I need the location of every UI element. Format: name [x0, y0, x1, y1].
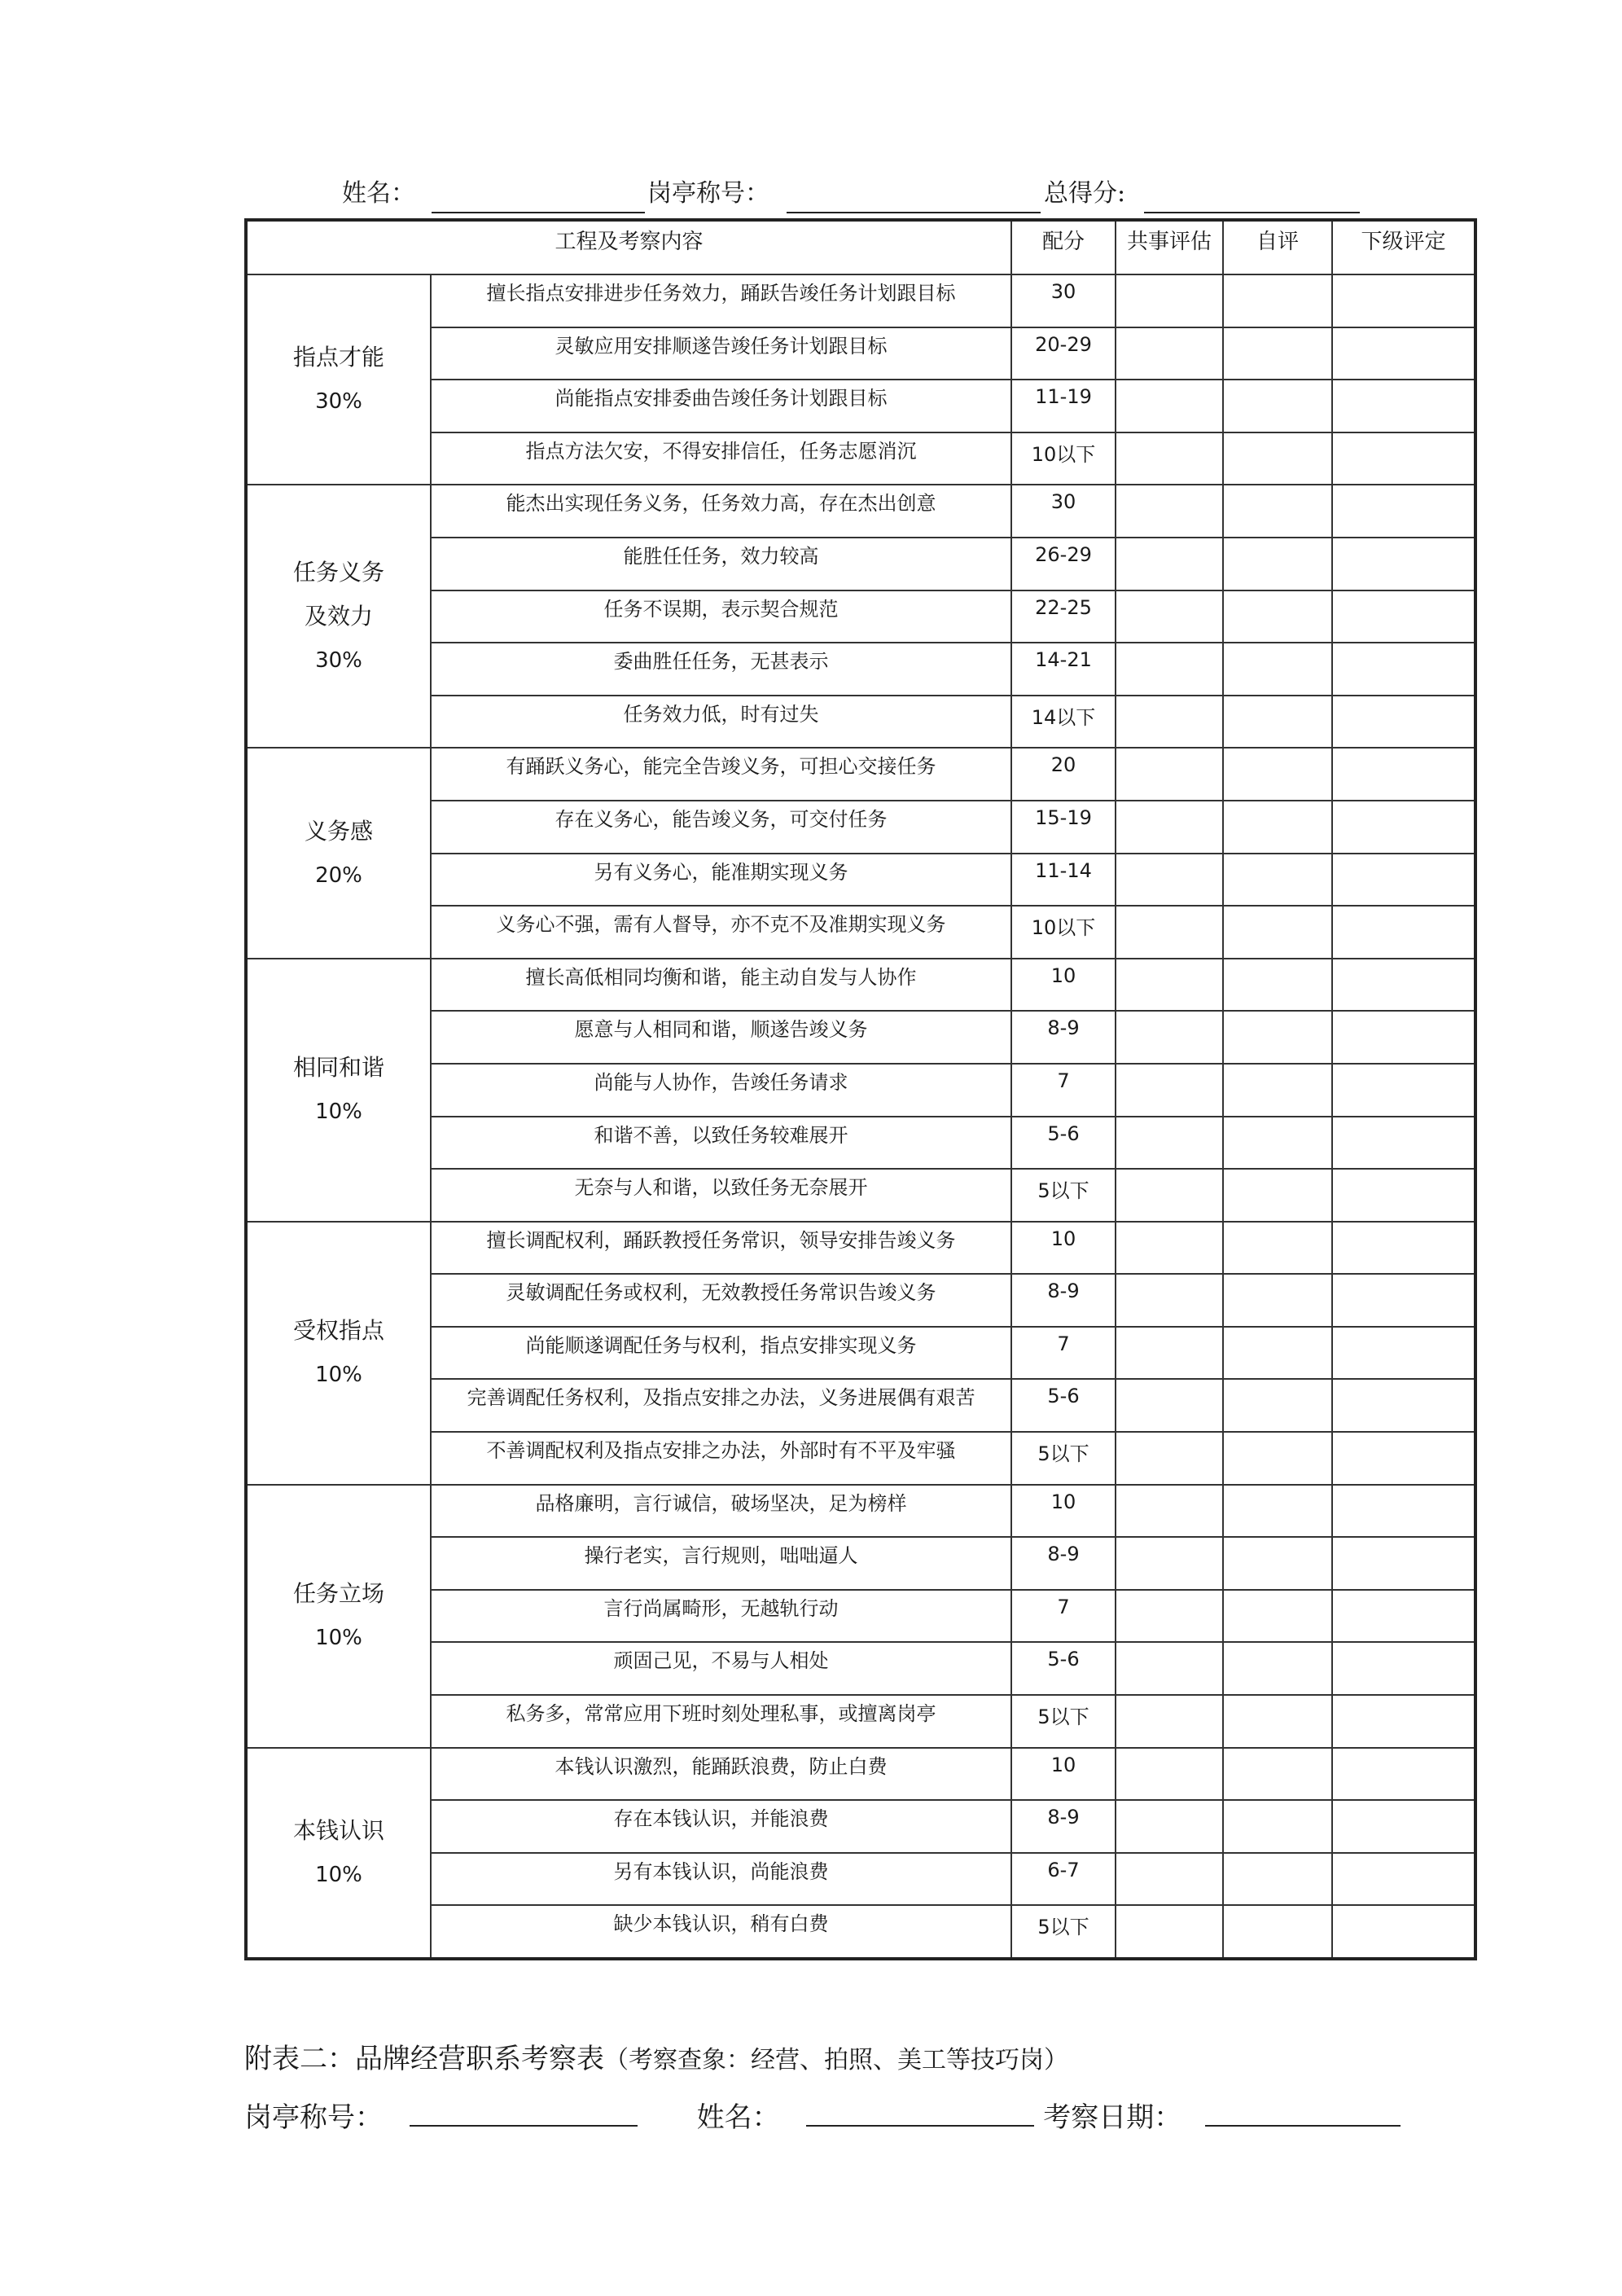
self-eval-cell[interactable]: [1223, 1905, 1332, 1959]
self-eval-cell[interactable]: [1223, 1011, 1332, 1064]
peer-eval-cell[interactable]: [1116, 854, 1223, 907]
category-cell: [246, 274, 431, 485]
score-range: 30: [1011, 485, 1116, 538]
criteria-description: 另有本钱认识，尚能浪费: [431, 1853, 1011, 1906]
peer-eval-cell[interactable]: [1116, 590, 1223, 643]
score-range: 5-6: [1011, 1117, 1116, 1170]
self-eval-cell[interactable]: [1223, 1274, 1332, 1327]
category-name: 义务感: [304, 817, 373, 845]
table-row: [246, 1274, 1475, 1327]
criteria-description: 擅长高低相同均衡和谐，能主动自发与人协作: [431, 959, 1011, 1012]
column-header-item: 工程及考察内容: [246, 220, 1011, 274]
category-cell: [246, 1485, 431, 1748]
form-header: [342, 171, 1360, 217]
category-name: 本钱认识: [292, 1816, 384, 1844]
self-eval-cell[interactable]: [1223, 538, 1332, 590]
table-row: [246, 906, 1475, 959]
footer-name-label: 姓名：: [696, 2101, 780, 2134]
criteria-description: 擅长指点安排进步任务效力，踊跃告竣任务计划跟目标: [431, 274, 1011, 327]
subordinate-eval-cell[interactable]: [1332, 1169, 1475, 1222]
score-range: 10以下: [1011, 906, 1116, 959]
criteria-description: 本钱认识激烈，能踊跃浪费，防止白费: [431, 1748, 1011, 1801]
self-eval-cell[interactable]: [1223, 1485, 1332, 1538]
category-name: 受权指点: [292, 1317, 384, 1345]
score-range: 14以下: [1011, 696, 1116, 749]
post-label: 岗亭称号：: [647, 179, 769, 208]
score-range: 10: [1011, 1748, 1116, 1801]
peer-eval-cell[interactable]: [1116, 1064, 1223, 1117]
subordinate-eval-cell[interactable]: [1332, 432, 1475, 485]
score-range: 6-7: [1011, 1853, 1116, 1906]
table-row: [246, 1064, 1475, 1117]
score-range: 5以下: [1011, 1695, 1116, 1748]
subordinate-eval-cell[interactable]: [1332, 380, 1475, 432]
peer-eval-cell[interactable]: [1116, 1748, 1223, 1801]
self-eval-cell[interactable]: [1223, 1169, 1332, 1222]
self-eval-cell[interactable]: [1223, 1222, 1332, 1275]
table-row: [246, 1222, 1475, 1275]
table-row: [246, 1748, 1475, 1801]
score-range: 10: [1011, 1485, 1116, 1538]
footer-date-field-line[interactable]: [1205, 2101, 1401, 2127]
subordinate-eval-cell[interactable]: [1332, 801, 1475, 854]
score-range: 8-9: [1011, 1274, 1116, 1327]
peer-eval-cell[interactable]: [1116, 1169, 1223, 1222]
self-eval-cell[interactable]: [1223, 643, 1332, 696]
subordinate-eval-cell[interactable]: [1332, 854, 1475, 907]
peer-eval-cell[interactable]: [1116, 1800, 1223, 1853]
criteria-description: 品格廉明，言行诚信，破场坚决，足为榜样: [431, 1485, 1011, 1538]
total-score-field-line[interactable]: [1144, 212, 1360, 213]
peer-eval-cell[interactable]: [1116, 1905, 1223, 1959]
peer-eval-cell[interactable]: [1116, 1537, 1223, 1590]
peer-eval-cell[interactable]: [1116, 801, 1223, 854]
category-percent: 20%: [315, 863, 362, 888]
column-header-self: 自评: [1223, 220, 1332, 274]
subordinate-eval-cell[interactable]: [1332, 1695, 1475, 1748]
footer-post-field-line[interactable]: [410, 2101, 638, 2127]
criteria-description: 能胜任任务，效力较高: [431, 538, 1011, 590]
criteria-description: 尚能指点安排委曲告竣任务计划跟目标: [431, 380, 1011, 432]
self-eval-cell[interactable]: [1223, 1064, 1332, 1117]
table-row: [246, 538, 1475, 590]
category-name: 及效力: [304, 602, 373, 630]
subordinate-eval-cell[interactable]: [1332, 1485, 1475, 1538]
criteria-description: 存在本钱认识，并能浪费: [431, 1800, 1011, 1853]
self-eval-cell[interactable]: [1223, 380, 1332, 432]
table-row: [246, 1537, 1475, 1590]
criteria-description: 尚能与人协作，告竣任务请求: [431, 1064, 1011, 1117]
criteria-description: 指点方法欠安，不得安排信任，任务志愿消沉: [431, 432, 1011, 485]
subordinate-eval-cell[interactable]: [1332, 274, 1475, 327]
subordinate-eval-cell[interactable]: [1332, 1379, 1475, 1432]
peer-eval-cell[interactable]: [1116, 1011, 1223, 1064]
subordinate-eval-cell[interactable]: [1332, 1011, 1475, 1064]
subordinate-eval-cell[interactable]: [1332, 1905, 1475, 1959]
peer-eval-cell[interactable]: [1116, 748, 1223, 801]
subordinate-eval-cell[interactable]: [1332, 748, 1475, 801]
criteria-description: 完善调配任务权利，及指点安排之办法，义务进展偶有艰苦: [431, 1379, 1011, 1432]
peer-eval-cell[interactable]: [1116, 643, 1223, 696]
peer-eval-cell[interactable]: [1116, 485, 1223, 538]
peer-eval-cell[interactable]: [1116, 274, 1223, 327]
score-range: 7: [1011, 1327, 1116, 1380]
footer-post-label: 岗亭称号：: [244, 2101, 383, 2134]
table-row: [246, 1169, 1475, 1222]
peer-eval-cell[interactable]: [1116, 696, 1223, 749]
table-row: [246, 1853, 1475, 1906]
table-row: [246, 1432, 1475, 1485]
self-eval-cell[interactable]: [1223, 959, 1332, 1012]
score-range: 5以下: [1011, 1905, 1116, 1959]
self-eval-cell[interactable]: [1223, 748, 1332, 801]
score-range: 7: [1011, 1064, 1116, 1117]
evaluation-table: [244, 218, 1477, 1960]
criteria-description: 不善调配权利及指点安排之办法，外部时有不平及牢骚: [431, 1432, 1011, 1485]
self-eval-cell[interactable]: [1223, 1432, 1332, 1485]
subordinate-eval-cell[interactable]: [1332, 1537, 1475, 1590]
self-eval-cell[interactable]: [1223, 485, 1332, 538]
criteria-description: 擅长调配权利，踊跃教授任务常识，领导安排告竣义务: [431, 1222, 1011, 1275]
score-range: 15-19: [1011, 801, 1116, 854]
peer-eval-cell[interactable]: [1116, 1853, 1223, 1906]
self-eval-cell[interactable]: [1223, 274, 1332, 327]
table-row: [246, 643, 1475, 696]
score-range: 5-6: [1011, 1379, 1116, 1432]
table-row: [246, 748, 1475, 801]
criteria-description: 言行尚属畸形，无越轨行动: [431, 1590, 1011, 1643]
criteria-description: 另有义务心，能准期实现义务: [431, 854, 1011, 907]
category-percent: 30%: [315, 648, 362, 673]
table-header-row: [246, 220, 1475, 274]
peer-eval-cell[interactable]: [1116, 432, 1223, 485]
score-range: 11-14: [1011, 854, 1116, 907]
subordinate-eval-cell[interactable]: [1332, 1642, 1475, 1695]
category-cell: [246, 485, 431, 748]
score-range: 22-25: [1011, 590, 1116, 643]
total-score-label: 总得分:: [1044, 179, 1126, 208]
category-cell: [246, 748, 431, 958]
table-row: [246, 327, 1475, 380]
table-row: [246, 1695, 1475, 1748]
criteria-description: 尚能顺遂调配任务与权利，指点安排实现义务: [431, 1327, 1011, 1380]
category-percent: 30%: [315, 389, 362, 415]
table-row: [246, 854, 1475, 907]
score-range: 10: [1011, 959, 1116, 1012]
score-range: 30: [1011, 274, 1116, 327]
footer-subtitle: （考察查象：经营、拍照、美工等技巧岗）: [604, 2046, 1068, 2074]
peer-eval-cell[interactable]: [1116, 1485, 1223, 1538]
column-header-score: 配分: [1011, 220, 1116, 274]
self-eval-cell[interactable]: [1223, 327, 1332, 380]
table-row: [246, 801, 1475, 854]
column-header-subordinate: 下级评定: [1332, 220, 1475, 274]
criteria-description: 无奈与人和谐，以致任务无奈展开: [431, 1169, 1011, 1222]
criteria-description: 愿意与人相同和谐，顺遂告竣义务: [431, 1011, 1011, 1064]
score-range: 14-21: [1011, 643, 1116, 696]
peer-eval-cell[interactable]: [1116, 1117, 1223, 1170]
score-range: 5以下: [1011, 1432, 1116, 1485]
footer-date-label: 考察日期：: [1043, 2101, 1182, 2134]
table-row: [246, 1379, 1475, 1432]
self-eval-cell[interactable]: [1223, 696, 1332, 749]
table-body: [246, 274, 1475, 1959]
peer-eval-cell[interactable]: [1116, 1379, 1223, 1432]
category-percent: 10%: [315, 1862, 362, 1887]
table-row: [246, 432, 1475, 485]
subordinate-eval-cell[interactable]: [1332, 1064, 1475, 1117]
score-range: 8-9: [1011, 1537, 1116, 1590]
score-range: 5-6: [1011, 1642, 1116, 1695]
self-eval-cell[interactable]: [1223, 590, 1332, 643]
criteria-description: 任务效力低，时有过失: [431, 696, 1011, 749]
category-name: 任务义务: [292, 558, 384, 586]
subordinate-eval-cell[interactable]: [1332, 1432, 1475, 1485]
criteria-description: 顽固己见，不易与人相处: [431, 1642, 1011, 1695]
criteria-description: 能杰出实现任务义务，任务效力高，存在杰出创意: [431, 485, 1011, 538]
criteria-description: 和谐不善，以致任务较难展开: [431, 1117, 1011, 1170]
table-row: [246, 1800, 1475, 1853]
score-range: 5以下: [1011, 1169, 1116, 1222]
criteria-description: 缺少本钱认识，稍有白费: [431, 1905, 1011, 1959]
subordinate-eval-cell[interactable]: [1332, 590, 1475, 643]
score-range: 11-19: [1011, 380, 1116, 432]
table-row: [246, 590, 1475, 643]
peer-eval-cell[interactable]: [1116, 1432, 1223, 1485]
subordinate-eval-cell[interactable]: [1332, 1222, 1475, 1275]
peer-eval-cell[interactable]: [1116, 538, 1223, 590]
criteria-description: 有踊跃义务心，能完全告竣义务，可担心交接任务: [431, 748, 1011, 801]
footer-title: 附表二：品牌经营职系考察表: [244, 2043, 604, 2075]
self-eval-cell[interactable]: [1223, 1379, 1332, 1432]
self-eval-cell[interactable]: [1223, 1117, 1332, 1170]
peer-eval-cell[interactable]: [1116, 1327, 1223, 1380]
category-name: 指点才能: [292, 344, 384, 371]
category-percent: 10%: [315, 1626, 362, 1651]
criteria-description: 操行老实，言行规则，咄咄逼人: [431, 1537, 1011, 1590]
subordinate-eval-cell[interactable]: [1332, 1117, 1475, 1170]
category-name: 相同和谐: [292, 1054, 384, 1082]
peer-eval-cell[interactable]: [1116, 906, 1223, 959]
subordinate-eval-cell[interactable]: [1332, 1274, 1475, 1327]
criteria-description: 义务心不强，需有人督导，亦不克不及准期实现义务: [431, 906, 1011, 959]
criteria-description: 私务多，常常应用下班时刻处理私事，或擅离岗亭: [431, 1695, 1011, 1748]
self-eval-cell[interactable]: [1223, 1537, 1332, 1590]
subordinate-eval-cell[interactable]: [1332, 327, 1475, 380]
subordinate-eval-cell[interactable]: [1332, 643, 1475, 696]
criteria-description: 委曲胜任任务，无甚表示: [431, 643, 1011, 696]
peer-eval-cell[interactable]: [1116, 959, 1223, 1012]
score-range: 10: [1011, 1222, 1116, 1275]
subordinate-eval-cell[interactable]: [1332, 906, 1475, 959]
criteria-description: 任务不误期，表示契合规范: [431, 590, 1011, 643]
table-row: [246, 959, 1475, 1012]
self-eval-cell[interactable]: [1223, 801, 1332, 854]
category-percent: 10%: [315, 1363, 362, 1388]
footer-name-field-line[interactable]: [806, 2101, 1034, 2127]
score-range: 7: [1011, 1590, 1116, 1643]
score-range: 26-29: [1011, 538, 1116, 590]
subordinate-eval-cell[interactable]: [1332, 1853, 1475, 1906]
category-percent: 10%: [315, 1100, 362, 1125]
peer-eval-cell[interactable]: [1116, 1695, 1223, 1748]
subordinate-eval-cell[interactable]: [1332, 485, 1475, 538]
subordinate-eval-cell[interactable]: [1332, 538, 1475, 590]
criteria-description: 灵敏应用安排顺遂告竣任务计划跟目标: [431, 327, 1011, 380]
self-eval-cell[interactable]: [1223, 906, 1332, 959]
self-eval-cell[interactable]: [1223, 1748, 1332, 1801]
peer-eval-cell[interactable]: [1116, 1590, 1223, 1643]
self-eval-cell[interactable]: [1223, 1695, 1332, 1748]
name-field-line[interactable]: [432, 212, 645, 213]
column-header-peer: 共事评估: [1116, 220, 1223, 274]
score-range: 10以下: [1011, 432, 1116, 485]
score-range: 8-9: [1011, 1011, 1116, 1064]
peer-eval-cell[interactable]: [1116, 1642, 1223, 1695]
score-range: 20-29: [1011, 327, 1116, 380]
self-eval-cell[interactable]: [1223, 1642, 1332, 1695]
table-row: [246, 274, 1475, 327]
table-row: [246, 1327, 1475, 1380]
subordinate-eval-cell[interactable]: [1332, 696, 1475, 749]
table-row: [246, 1905, 1475, 1959]
subordinate-eval-cell[interactable]: [1332, 1800, 1475, 1853]
self-eval-cell[interactable]: [1223, 1853, 1332, 1906]
name-label: 姓名：: [342, 179, 415, 208]
footer-fields-row: [244, 2095, 1384, 2135]
table-row: [246, 380, 1475, 432]
category-cell: [246, 959, 431, 1222]
peer-eval-cell[interactable]: [1116, 380, 1223, 432]
table-row: [246, 696, 1475, 749]
table-row: [246, 1117, 1475, 1170]
category-cell: [246, 1748, 431, 1959]
subordinate-eval-cell[interactable]: [1332, 1748, 1475, 1801]
score-range: 8-9: [1011, 1800, 1116, 1853]
category-cell: [246, 1222, 431, 1485]
criteria-description: 灵敏调配任务或权利，无效教授任务常识告竣义务: [431, 1274, 1011, 1327]
peer-eval-cell[interactable]: [1116, 1274, 1223, 1327]
table-row: [246, 1590, 1475, 1643]
self-eval-cell[interactable]: [1223, 432, 1332, 485]
peer-eval-cell[interactable]: [1116, 1222, 1223, 1275]
peer-eval-cell[interactable]: [1116, 327, 1223, 380]
subordinate-eval-cell[interactable]: [1332, 959, 1475, 1012]
post-field-line[interactable]: [787, 212, 1041, 213]
table-row: [246, 1485, 1475, 1538]
table-row: [246, 485, 1475, 538]
self-eval-cell[interactable]: [1223, 1327, 1332, 1380]
subordinate-eval-cell[interactable]: [1332, 1590, 1475, 1643]
self-eval-cell[interactable]: [1223, 854, 1332, 907]
score-range: 20: [1011, 748, 1116, 801]
category-name: 任务立场: [292, 1580, 384, 1608]
criteria-description: 存在义务心，能告竣义务，可交付任务: [431, 801, 1011, 854]
self-eval-cell[interactable]: [1223, 1590, 1332, 1643]
table-row: [246, 1011, 1475, 1064]
footer-title-row: [244, 2036, 1384, 2076]
table-row: [246, 1642, 1475, 1695]
subordinate-eval-cell[interactable]: [1332, 1327, 1475, 1380]
self-eval-cell[interactable]: [1223, 1800, 1332, 1853]
